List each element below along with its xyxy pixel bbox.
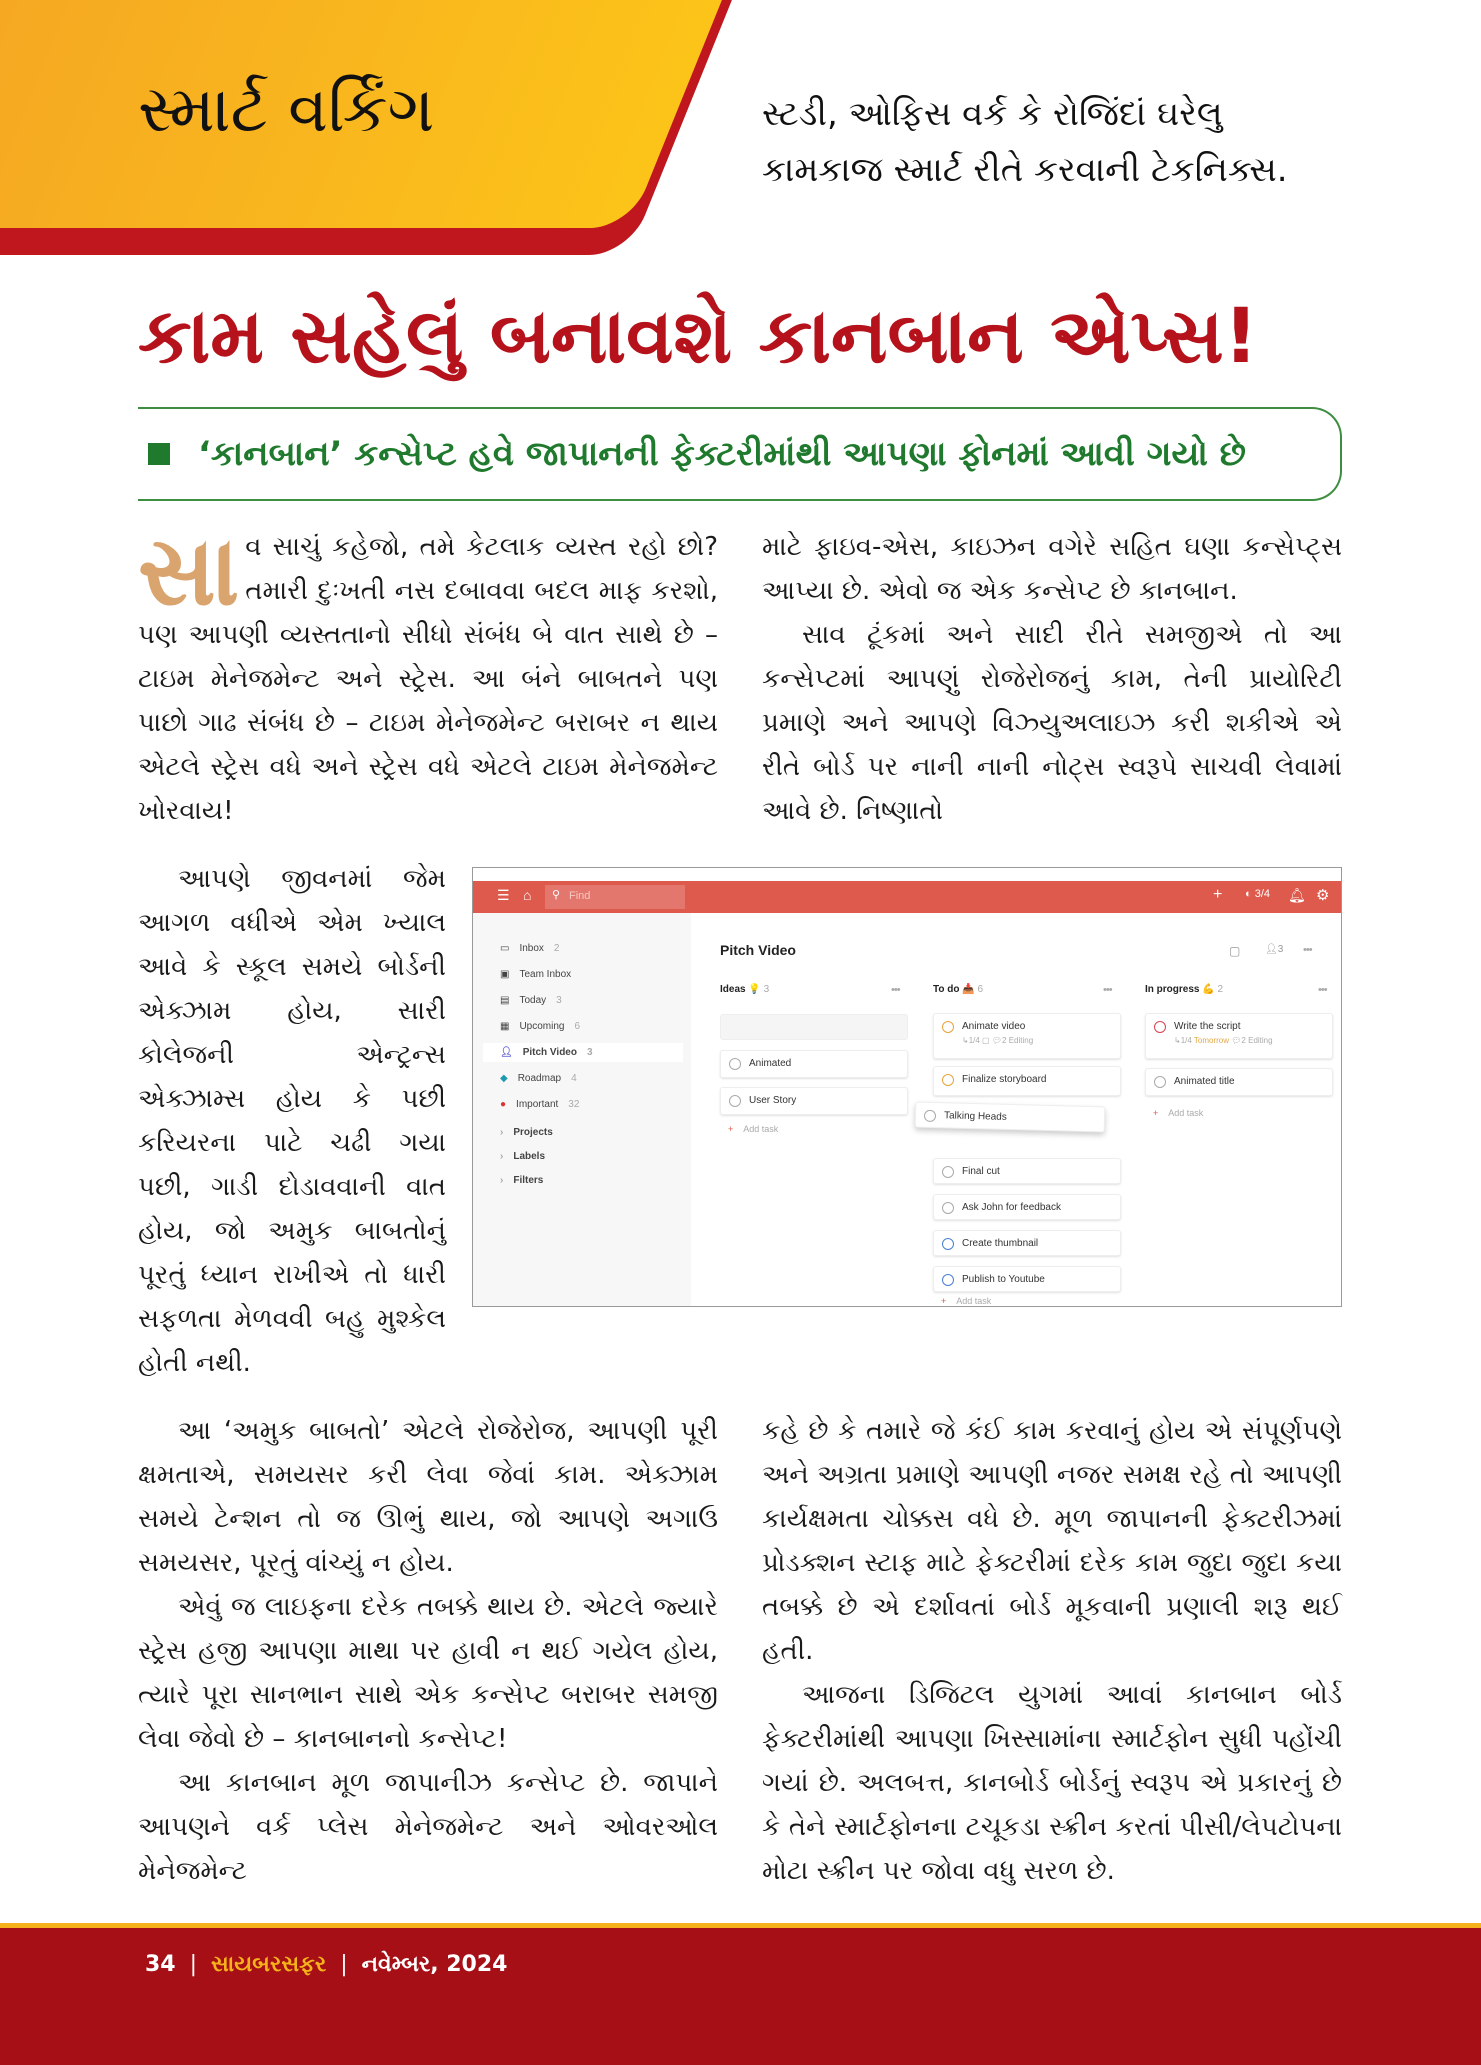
subhead-box [138, 407, 1342, 501]
drop-icon: ● [500, 1099, 507, 1110]
column-right-top [762, 525, 1342, 833]
paragraph: માટે ફાઇવ-એસ, કાઇઝન વગેરે સહિત ઘણા કન્સેપ્ટ્સ આપ્યા છે. એવો જ એક કન્સેપ્ટ છે કાનબાન. [762, 532, 1342, 606]
chevron-right-icon: › [500, 1175, 504, 1186]
chevron-right-icon: › [500, 1127, 504, 1138]
drop-placeholder [720, 1014, 908, 1040]
footer: 34 | સાયબરસફર | નવેમ્બર, 2024 [0, 1923, 1481, 2065]
sidebar-item-pitch-video[interactable]: 👤︎ Pitch Video 3 [483, 1043, 683, 1062]
columns-middle [138, 857, 1342, 1385]
issue-date: નવેમ્બર, 2024 [361, 1952, 508, 1977]
column-menu-icon[interactable]: ••• [1318, 984, 1327, 996]
task-card[interactable]: Animated title [1145, 1068, 1333, 1096]
dragging-task-card[interactable]: Talking Heads [915, 1102, 1106, 1133]
column-header-todo: To do 📥 6 [933, 984, 984, 995]
tag-icon: ◆ [500, 1073, 508, 1084]
app-topbar [473, 881, 1341, 913]
add-task-button[interactable]: + Add task [1153, 1108, 1204, 1118]
bullet-square-icon [148, 443, 170, 465]
column-left-narrow [138, 857, 446, 1385]
project-title: Pitch Video [720, 942, 796, 958]
paragraph: એવું જ લાઇફના દરેક તબક્કે થાય છે. એટલે જ્યારે સ્ટ્રેસ હજી આપણા માથા પર હાવી ન થઈ ગયેલ હોય, ત્યારે પૂરા સાનભાન સાથે એક કન્સેપ્ટ બરાબર સમજી લેવા જેવો છે – કાનબાનનો કન્સેપ્ટ! [138, 1592, 718, 1754]
task-card[interactable]: Animate video ↳1/4 ▢ 💬︎2 Editing [933, 1013, 1121, 1059]
sidebar-item-upcoming[interactable]: ▦ Upcoming 6 [500, 1021, 581, 1032]
task-card[interactable]: Finalize storyboard [933, 1066, 1121, 1096]
column-header-in-progress: In progress 💪 2 [1145, 984, 1224, 995]
page-number: 34 [145, 1952, 176, 1977]
task-card[interactable]: Publish to Youtube [933, 1266, 1121, 1292]
add-icon[interactable]: + [1213, 886, 1223, 903]
calendar-icon: ▦ [500, 1021, 510, 1032]
section-kicker: સ્માર્ટ વર્કિંગ [138, 73, 435, 147]
add-task-button[interactable]: + Add task [728, 1124, 779, 1134]
inbox-icon: ▭ [500, 943, 510, 954]
paragraph: આ ‘અમુક બાબતો’ એટલે રોજેરોજ, આપણી પૂરી ક્ષમતાએ, સમયસર કરી લેવા જેવાં કામ. એક્ઝામ સમયે ટેન્શન તો જ ઊભું થાય, જો આપણે અગાઉ સમયસર, પૂરતું વાંચ્યું ન હોય. [138, 1416, 718, 1578]
column-menu-icon[interactable]: ••• [891, 984, 900, 996]
share-members-button[interactable]: 👤︎3 [1265, 944, 1284, 955]
menu-icon[interactable]: ☰ [497, 887, 510, 903]
kanban-app-screenshot [472, 867, 1342, 1307]
task-card[interactable]: Animated [720, 1050, 908, 1078]
add-task-button[interactable]: + Add task [941, 1296, 992, 1306]
paragraph: આપણે જીવનમાં જેમ આગળ વધીએ એમ ખ્યાલ આવે કે સ્કૂલ સમયે બોર્ડની એક્ઝામ હોય, સારી કોલેજની એન્ટ્રન્સ એક્ઝામ્સ હોય કે પછી કરિયરના પાટે ચઢી ગયા પછી, ગાડી દોડાવવાની વાત હોય, જો અમુક બાબતોનું પૂરતું ધ્યાન રાખીએ તો ધારી સફળતા મેળવવી બહુ મુશ્કેલ હોતી નથી. [138, 864, 446, 1378]
column-left-bottom [138, 1409, 718, 1893]
search-icon: ⚲ [552, 889, 561, 901]
calendar-today-icon: ▤ [500, 995, 510, 1006]
headline: કામ સહેલું બનાવશે કાનબાન એપ્સ! [138, 291, 1259, 380]
task-card[interactable]: Write the script ↳1/4 Tomorrow 💬︎2 Editing [1145, 1013, 1333, 1059]
section-deck: સ્ટડી, ઓફિસ વર્ક કે રોજિંદાં ઘરેલુ કામકાજ સ્માર્ટ રીતે કરવાની ટેકનિક્સ. [762, 94, 1288, 190]
paragraph: આજના ડિજિટલ યુગમાં આવાં કાનબાન બોર્ડ ફેક્ટરીમાંથી આપણા ખિસ્સામાંના સ્માર્ટફોન સુધી પહોંચી ગયાં છે. અલબત્ત, કાનબોર્ડ બોર્ડનું સ્વરૂપ એ પ્રકારનું છે કે તેને સ્માર્ટફોનના ટચૂકડા સ્ક્રીન કરતાં પીસી/લેપટોપના મોટા સ્ક્રીન પર જોવા વધુ સરળ છે. [762, 1680, 1342, 1886]
column-header-ideas: Ideas 💡 3 [720, 984, 770, 995]
section-header [138, 0, 1342, 258]
paragraph: આ કાનબાન મૂળ જાપાનીઝ કન્સેપ્ટ છે. જાપાને આપણને વર્ક પ્લેસ મેનેજમેન્ટ અને ઓવરઓલ મેનેજમેન્ટ [138, 1768, 718, 1886]
chevron-right-icon: › [500, 1151, 504, 1162]
sidebar-group-projects[interactable]: › Projects [500, 1127, 553, 1138]
column-left-top [138, 515, 718, 833]
home-icon[interactable]: ⌂ [523, 887, 532, 903]
more-options-icon[interactable]: ••• [1303, 944, 1312, 956]
task-card[interactable]: Ask John for feedback [933, 1194, 1121, 1220]
sidebar-item-roadmap[interactable]: ◆ Roadmap 4 [500, 1073, 577, 1084]
paragraph: સાવ ટૂંકમાં અને સાદી રીતે સમજીએ તો આ કન્સેપ્ટમાં આપણું રોજેરોજનું કામ, તેની પ્રાયોરિટી પ્રમાણે અને આપણે વિઝ્યુઅલાઇઝ કરી શકીએ એ રીતે બોર્ડ પર નાની નાની નોટ્સ સ્વરૂપે સાચવી લેવામાં આવે છે. નિષ્ણાતો [762, 620, 1342, 826]
task-card[interactable]: User Story [720, 1087, 908, 1115]
sidebar-item-important[interactable]: ● Important 32 [500, 1099, 580, 1110]
magazine-name: સાયબરસફર [211, 1952, 327, 1977]
sidebar-group-labels[interactable]: › Labels [500, 1151, 546, 1162]
columns-bottom [138, 1409, 1342, 1893]
bell-icon[interactable]: 🔔︎ [1288, 887, 1306, 903]
sidebar-item-team-inbox[interactable]: ▣ Team Inbox [500, 969, 572, 980]
paragraph: વ સાચું કહેજો, તમે કેટલાક વ્યસ્ત રહો છો? તમારી દુઃખતી નસ દબાવવા બદલ માફ કરશો, પણ આપણી વ્યસ્તતાનો સીધો સંબંધ બે વાત સાથે છે – ટાઇમ મેનેજમેન્ટ અને સ્ટ્રેસ. આ બંને બાબતને પણ પાછો ગાઢ સંબંધ છે – ટાઇમ મેનેજમેન્ટ બરાબર ન થાય એટલે સ્ટ્રેસ વધે અને સ્ટ્રેસ વધે એટલે ટાઇમ મેનેજમેન્ટ ખોરવાય! [138, 532, 718, 826]
sidebar-item-today[interactable]: ▤ Today 3 [500, 995, 562, 1006]
sidebar-group-filters[interactable]: › Filters [500, 1175, 544, 1186]
karma-indicator[interactable]: ◐ 3/4 [1245, 888, 1270, 900]
task-card[interactable]: Final cut [933, 1158, 1121, 1184]
column-right-bottom [762, 1409, 1342, 1893]
columns-top [138, 515, 1342, 833]
column-menu-icon[interactable]: ••• [1103, 984, 1112, 996]
sidebar-item-inbox[interactable]: ▭ Inbox 2 [500, 943, 560, 954]
sidebar [473, 913, 691, 1306]
gear-icon[interactable]: ⚙ [1316, 887, 1330, 904]
person-icon: 👤︎ [500, 1047, 513, 1058]
task-card[interactable]: Create thumbnail [933, 1230, 1121, 1256]
team-inbox-icon: ▣ [500, 969, 510, 980]
paragraph: કહે છે કે તમારે જે કંઈ કામ કરવાનું હોય એ સંપૂર્ણપણે અને અગ્રતા પ્રમાણે આપણી નજર સમક્ષ રહે તો આપણી કાર્યક્ષમતા ચોક્કસ વધે છે. મૂળ જાપાનની ફેક્ટરીઝમાં પ્રોડક્શન સ્ટાફ માટે ફેક્ટરીમાં દરેક કામ જુદા જુદા કયા તબક્કે છે એ દર્શાવતાં બોર્ડ મૂકવાની પ્રણાલી શરૂ થઈ હતી. [762, 1416, 1342, 1666]
comment-icon[interactable]: ▢ [1229, 944, 1241, 958]
subhead: ‘કાનબાન’ કન્સેપ્ટ હવે જાપાનની ફેક્ટરીમાંથી આપણા ફોનમાં આવી ગયો છે [198, 433, 1246, 474]
search-input[interactable]: ⚲ Find [545, 885, 685, 909]
drop-cap: સા [138, 515, 240, 627]
